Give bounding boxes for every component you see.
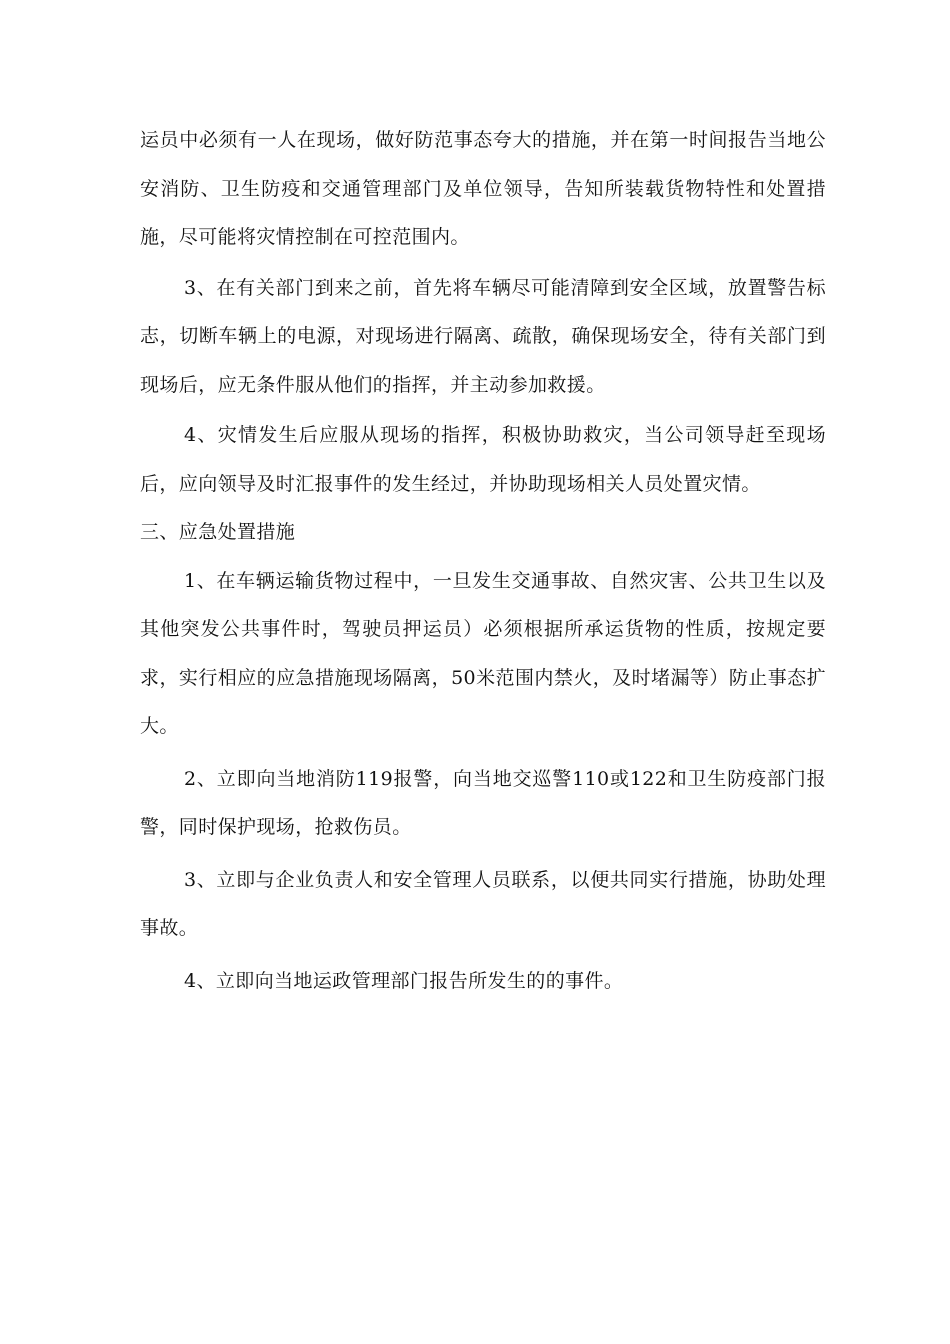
- measure-item-4: 4、立即向当地运政管理部门报告所发生的的事件。: [184, 969, 624, 992]
- measure-item-1: 1、在车辆运输货物过程中，一旦发生交通事故、自然灾害、公共卫生以及其他突发公共事件时，驾驶员押运员）必须根据所承运货物的性质，按规定要求，实行相应的应急措施现场隔离，50米范围内禁火，及时堵漏等）防止事态扩大。: [140, 569, 826, 737]
- paragraph-item-4: 4、灾情发生后应服从现场的指挥，积极协助救灾，当公司领导赶至现场后，应向领导及时汇报事件的发生经过，并协助现场相关人员处置灾情。: [140, 424, 826, 495]
- measure-item-2: 2、立即向当地消防119报警，向当地交巡警110或122和卫生防疫部门报警，同时保护现场，抢救伤员。: [140, 767, 826, 838]
- document-page: [140, 116, 826, 1005]
- measure-item-3: 3、立即与企业负责人和安全管理人员联系，以便共同实行措施，协助处理事故。: [140, 868, 826, 939]
- paragraph-continued: 运员中必须有一人在现场，做好防范事态夸大的措施，并在第一时间报告当地公安消防、卫生防疫和交通管理部门及单位领导，告知所装载货物特性和处置措施，尽可能将灾情控制在可控范围内。: [140, 129, 826, 248]
- section-heading: 三、应急处置措施: [140, 521, 296, 543]
- paragraph-item-3: 3、在有关部门到来之前，首先将车辆尽可能清障到安全区域，放置警告标志，切断车辆上的电源，对现场进行隔离、疏散，确保现场安全，待有关部门到现场后，应无条件服从他们的指挥，并主动参加救援。: [140, 276, 826, 396]
